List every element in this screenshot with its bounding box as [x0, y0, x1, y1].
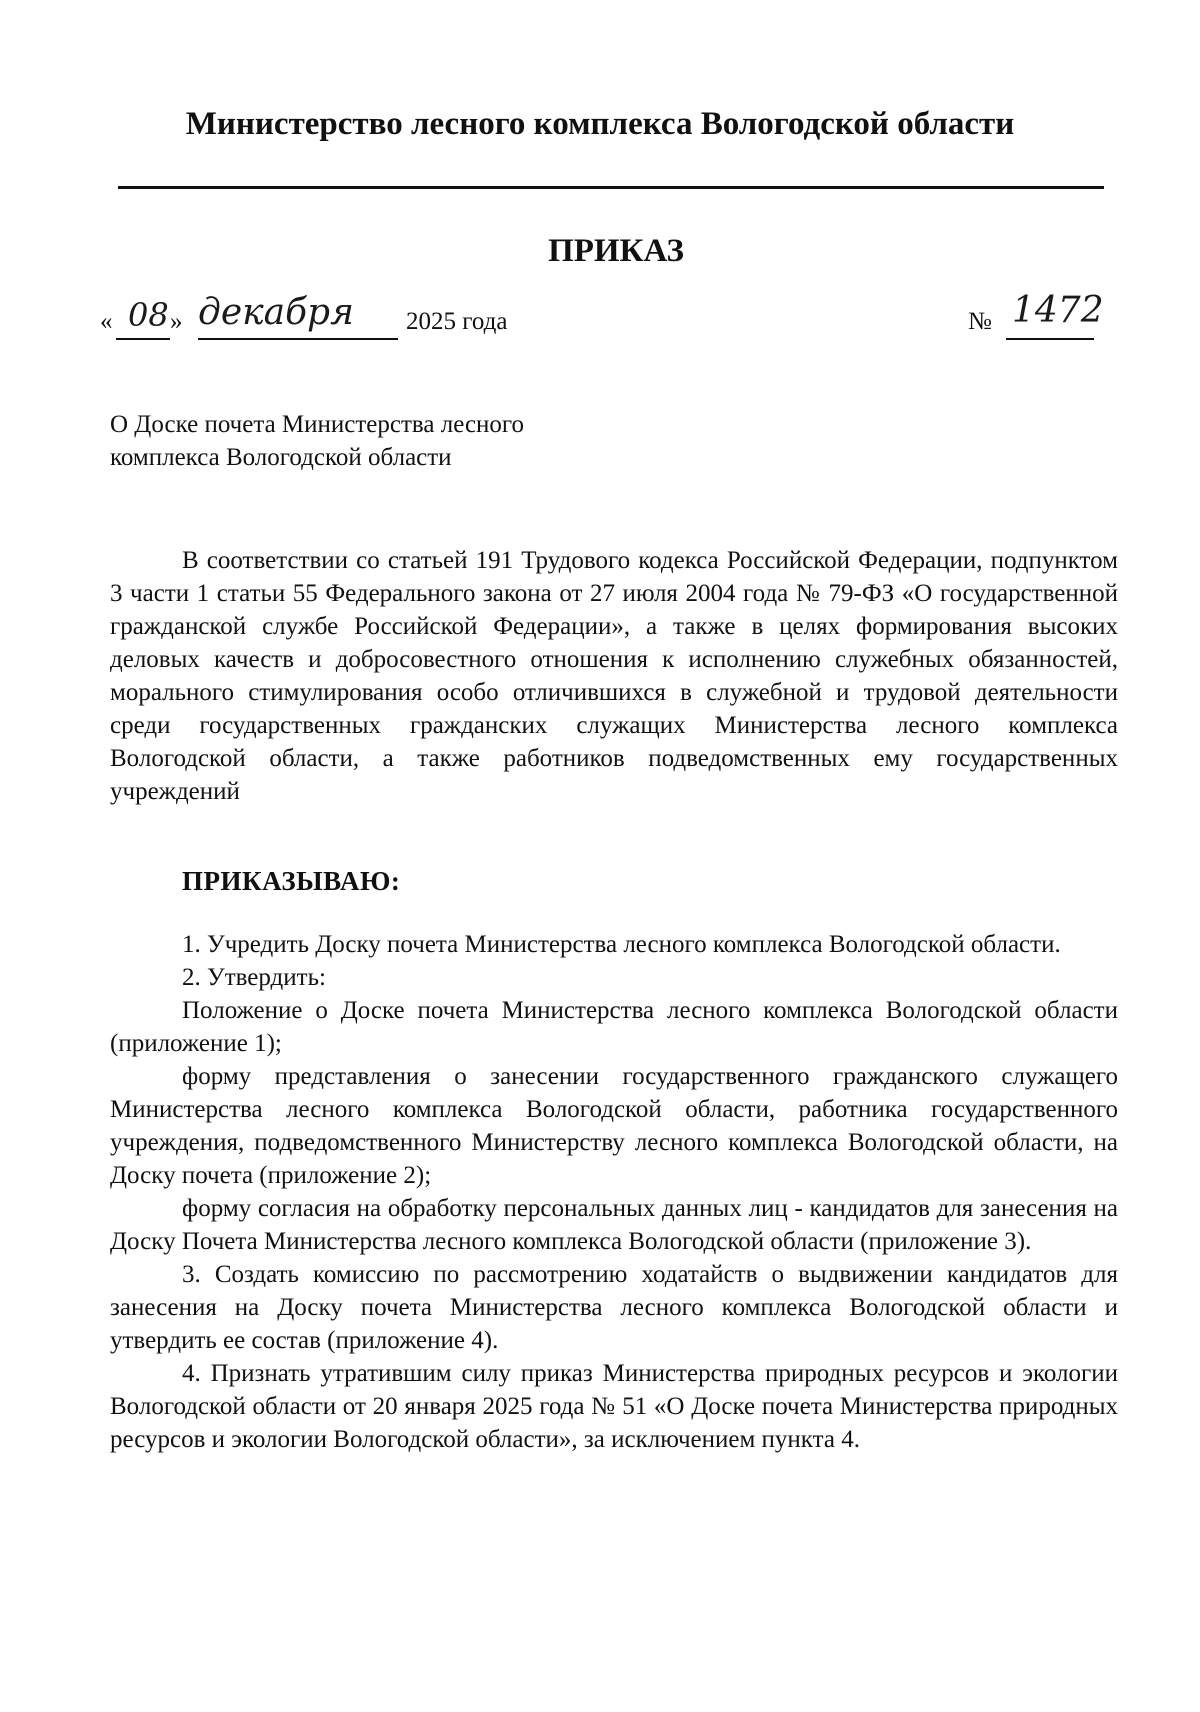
order-item: 2. Утвердить: — [182, 964, 326, 991]
preamble-paragraph: В соответствии со статьей 191 Трудового кодекса Российской Федерации, подпунктом 3 части 1 статьи 55 Федерального закона от 27 июля 2004 года № 79-ФЗ «О государственной гражданской службе Российской Федерации», а также в целях формирования высоких деловых качеств и добросовестного отношения к исполнению служебных обязанностей, морального стимулирования особо отличившихся в служебной и трудовой деятельности среди государственных гражданских служащих Министерства лесного комплекса Вологодской области, а также работников подведомственных ему государственных учреждений — [110, 547, 1118, 805]
handwritten-day: 08 — [128, 296, 169, 334]
open-quote: « — [100, 308, 113, 335]
subject-line-2: комплекса Вологодской области — [110, 444, 452, 471]
date-number-line — [100, 290, 1106, 376]
handwritten-month: декабря — [198, 292, 354, 333]
order-item: 1. Учредить Доску почета Министерства лесного комплекса Вологодской области. — [182, 931, 1061, 958]
year-text: 2025 года — [406, 308, 508, 335]
document-type-title: ПРИКАЗ — [548, 233, 684, 269]
order-item: Положение о Доске почета Министерства лесного комплекса Вологодской области (приложение 1); — [110, 997, 1118, 1057]
order-item: 3. Создать комиссию по рассмотрению ходатайств о выдвижении кандидатов для занесения на Доску почета Министерства лесного комплекса Вологодской области и утвердить ее состав (приложение 4). — [110, 1261, 1118, 1354]
day-underline — [116, 338, 170, 340]
order-item: форму согласия на обработку персональных данных лиц - кандидатов для занесения на Доску Почета Министерства лесного комплекса Вологодской области (приложение 3). — [110, 1195, 1118, 1255]
number-sign: № — [968, 308, 992, 335]
order-directive-heading: ПРИКАЗЫВАЮ: — [182, 866, 401, 896]
order-items — [110, 928, 1118, 1456]
handwritten-number: 1472 — [1012, 290, 1104, 331]
subject-line-1: О Доске почета Министерства лесного — [110, 411, 525, 438]
ministry-heading: Министерство лесного комплекса Вологодской области — [185, 106, 1015, 142]
order-item: форму представления о занесении государственного гражданского служащего Министерства лесного комплекса Вологодской области, работника государственного учреждения, подведомственного Министерству лесного комплекса Вологодской области, на Доску почета (приложение 2); — [110, 1063, 1118, 1189]
order-subject — [110, 408, 630, 474]
header-rule — [118, 186, 1104, 189]
preamble — [110, 544, 1118, 808]
number-underline — [1006, 338, 1094, 340]
month-underline — [198, 338, 398, 340]
close-quote: » — [170, 308, 183, 335]
order-item: 4. Признать утратившим силу приказ Министерства природных ресурсов и экологии Вологодской области от 20 января 2025 года № 51 «О Доске почета Министерства природных ресурсов и экологии Вологодской области», за исключением пункта 4. — [110, 1360, 1118, 1453]
